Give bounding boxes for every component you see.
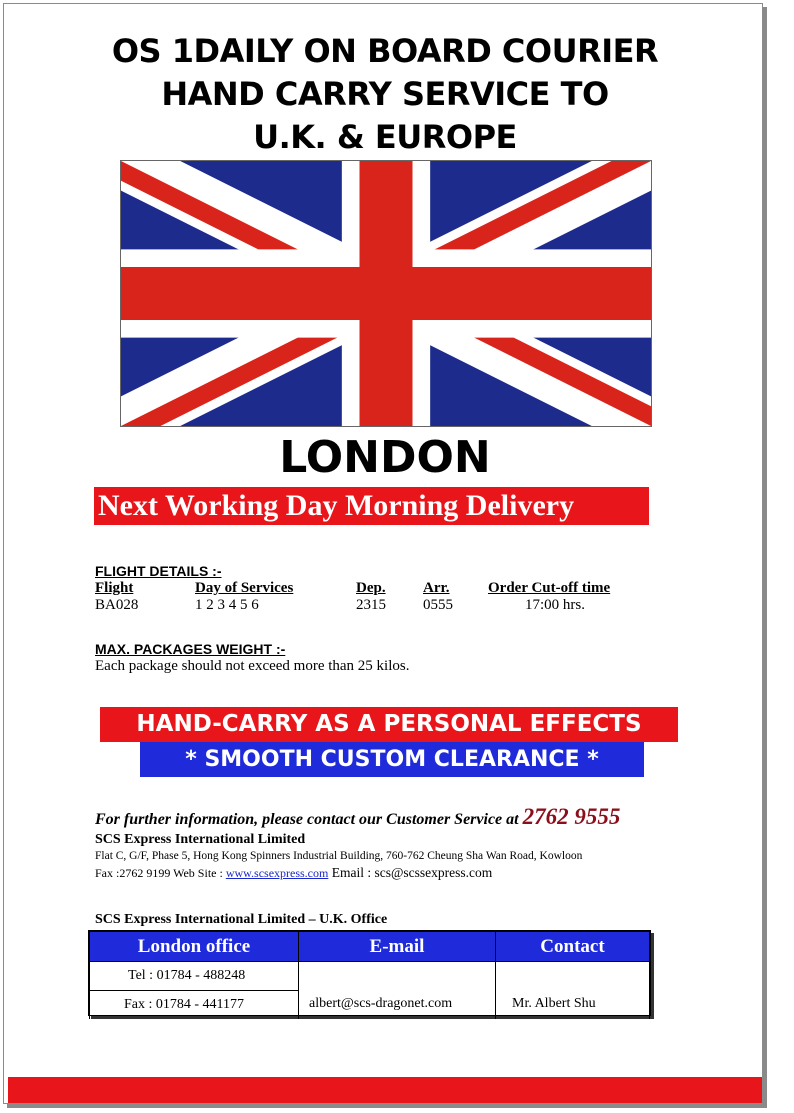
uk-office-title: SCS Express International Limited – U.K. Office <box>95 912 388 927</box>
office-email-cell <box>299 962 496 1020</box>
uk-office-table <box>88 930 651 1016</box>
headline-line-2: HAND CARRY SERVICE TO <box>161 75 609 113</box>
flight-arr: 0555 <box>423 597 453 613</box>
header-email: E-mail <box>299 932 496 962</box>
office-contact-cell <box>496 962 650 1020</box>
flight-days: 1 2 3 4 5 6 <box>195 597 259 613</box>
headline <box>0 30 770 159</box>
city-title: LONDON <box>279 432 491 483</box>
header-contact: Contact <box>496 932 650 962</box>
office-tel: Tel : 01784 - 488248 <box>128 968 246 983</box>
contact-line <box>95 865 492 881</box>
customer-service-phone: 2762 9555 <box>522 804 621 829</box>
office-email: albert@scs-dragonet.com <box>309 996 453 1011</box>
hand-carry-badge: HAND-CARRY AS A PERSONAL EFFECTS <box>100 707 678 742</box>
info-text: For further information, please contact our Customer Service at <box>95 811 523 828</box>
header-days: Day of Services <box>195 580 294 596</box>
email-label: Email : scs@scssexpress.com <box>328 865 493 880</box>
headline-line-3: U.K. & EUROPE <box>253 118 517 156</box>
custom-clearance-badge: * SMOOTH CUSTOM CLEARANCE * <box>140 742 644 777</box>
headline-line-1: OS 1DAILY ON BOARD COURIER <box>111 32 659 70</box>
flight-details-title: FLIGHT DETAILS :- <box>95 563 222 579</box>
header-dep: Dep. <box>356 580 386 596</box>
company-address: Flat C, G/F, Phase 5, Hong Kong Spinners Industrial Building, 760-762 Cheung Sha Wan Road, Kowloon <box>95 850 583 862</box>
header-flight: Flight <box>95 580 134 596</box>
footer-bar <box>8 1077 762 1103</box>
weight-title: MAX. PACKAGES WEIGHT :- <box>95 641 286 657</box>
company-name: SCS Express International Limited <box>95 832 306 847</box>
office-fax: Fax : 01784 - 441177 <box>90 990 298 1019</box>
union-jack-flag <box>120 160 652 427</box>
office-contact: Mr. Albert Shu <box>512 996 596 1011</box>
flight-number: BA028 <box>95 597 139 613</box>
office-phone-cell <box>90 962 299 1020</box>
fax-web-label: Fax :2762 9199 Web Site : <box>95 866 226 880</box>
header-arr: Arr. <box>423 580 450 596</box>
header-london-office: London office <box>90 932 299 962</box>
flight-dep: 2315 <box>356 597 386 613</box>
website-link[interactable]: www.scsexpress.com <box>225 866 329 880</box>
weight-text: Each package should not exceed more than 25 kilos. <box>95 658 410 674</box>
header-cutoff: Order Cut-off time <box>488 580 611 596</box>
flight-cutoff: 17:00 hrs. <box>525 597 585 613</box>
info-line <box>95 804 620 830</box>
delivery-banner: Next Working Day Morning Delivery <box>94 487 649 525</box>
